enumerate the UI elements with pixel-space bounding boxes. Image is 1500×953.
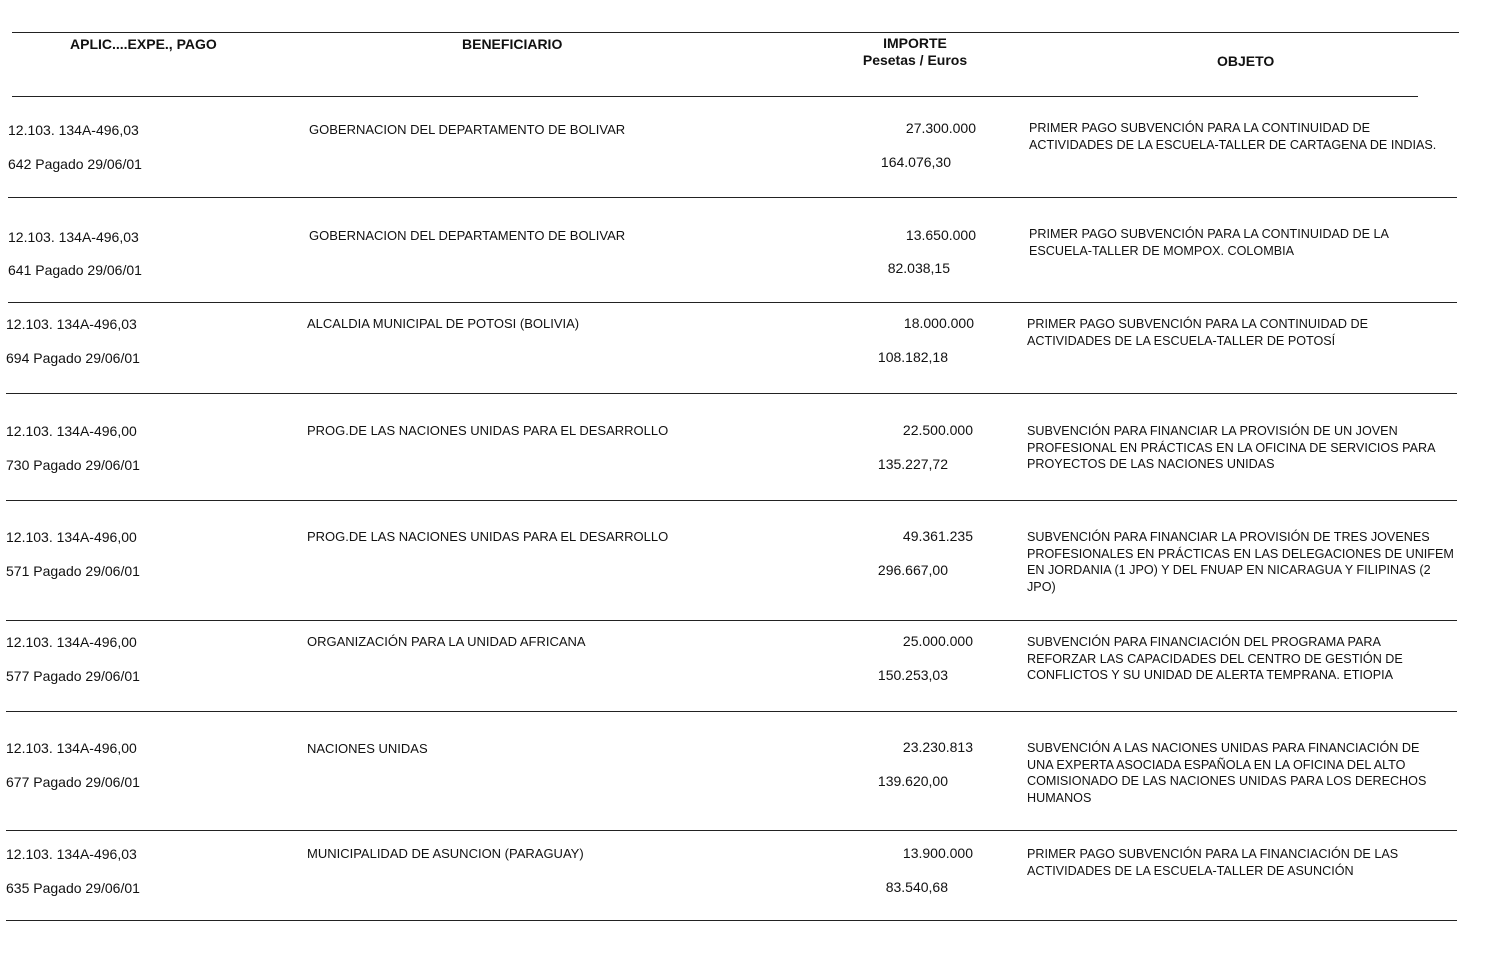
euros-cell: 83.540,68	[885, 879, 948, 895]
pesetas-cell: 13.650.000	[905, 227, 976, 243]
header-objeto: OBJETO	[1217, 53, 1275, 69]
expediente-cell: 677 Pagado 29/06/01	[6, 774, 140, 790]
row-separator	[8, 197, 1457, 198]
header-importe: IMPORTE	[883, 35, 947, 51]
aplicacion-cell: 12.103. 134A-496,03	[6, 846, 137, 862]
expediente-cell: 641 Pagado 29/06/01	[8, 262, 142, 278]
expediente-cell: 571 Pagado 29/06/01	[6, 563, 140, 579]
header-bottom-rule	[12, 96, 1418, 97]
expediente-cell: 577 Pagado 29/06/01	[6, 668, 140, 684]
beneficiario-cell: PROG.DE LAS NACIONES UNIDAS PARA EL DESARROLLO	[307, 423, 669, 438]
row-separator	[6, 500, 1457, 501]
euros-cell: 296.667,00	[877, 562, 948, 578]
beneficiario-cell: NACIONES UNIDAS	[307, 741, 428, 756]
euros-cell: 108.182,18	[877, 349, 948, 365]
beneficiario-cell: GOBERNACION DEL DEPARTAMENTO DE BOLIVAR	[309, 122, 626, 137]
pesetas-cell: 27.300.000	[905, 120, 976, 136]
aplicacion-cell: 12.103. 134A-496,03	[8, 229, 139, 245]
aplicacion-cell: 12.103. 134A-496,00	[6, 423, 137, 439]
beneficiario-cell: MUNICIPALIDAD DE ASUNCION (PARAGUAY)	[307, 846, 584, 861]
pesetas-cell: 22.500.000	[902, 422, 973, 438]
beneficiario-cell: GOBERNACION DEL DEPARTAMENTO DE BOLIVAR	[309, 228, 626, 243]
objeto-cell: PRIMER PAGO SUBVENCIÓN PARA LA CONTINUIDAD DE ACTIVIDADES DE LA ESCUELA-TALLER DE CARTAGENA DE INDIAS.	[1029, 121, 1437, 152]
row-separator	[6, 393, 1457, 394]
euros-cell: 164.076,30	[880, 154, 951, 170]
header-top-rule	[12, 32, 1459, 33]
header-aplicacion: APLIC....EXPE., PAGO	[70, 36, 217, 52]
row-separator	[6, 711, 1457, 712]
expediente-cell: 730 Pagado 29/06/01	[6, 457, 140, 473]
pesetas-cell: 18.000.000	[903, 315, 974, 331]
row-separator	[6, 620, 1457, 621]
aplicacion-cell: 12.103. 134A-496,00	[6, 634, 137, 650]
expediente-cell: 694 Pagado 29/06/01	[6, 350, 140, 366]
aplicacion-cell: 12.103. 134A-496,03	[8, 122, 139, 138]
beneficiario-cell: PROG.DE LAS NACIONES UNIDAS PARA EL DESARROLLO	[307, 529, 669, 544]
objeto-cell: SUBVENCIÓN PARA FINANCIAR LA PROVISIÓN DE TRES JOVENES PROFESIONALES EN PRÁCTICAS EN LAS DELEGACIONES DE UNIFEM EN JORDANIA (1 JPO) Y DEL FNUAP EN NICARAGUA Y FILIPINAS (2 JPO)	[1027, 530, 1454, 594]
aplicacion-cell: 12.103. 134A-496,00	[6, 529, 137, 545]
aplicacion-cell: 12.103. 134A-496,03	[6, 316, 137, 332]
euros-cell: 150.253,03	[877, 667, 948, 683]
row-separator	[8, 302, 1457, 303]
row-separator	[6, 920, 1457, 921]
beneficiario-cell: ORGANIZACIÓN PARA LA UNIDAD AFRICANA	[307, 634, 586, 649]
beneficiario-cell: ALCALDIA MUNICIPAL DE POTOSI (BOLIVIA)	[307, 316, 580, 331]
pesetas-cell: 49.361.235	[902, 528, 973, 544]
euros-cell: 82.038,15	[887, 260, 950, 276]
pesetas-cell: 25.000.000	[902, 633, 973, 649]
pesetas-cell: 23.230.813	[902, 739, 973, 755]
row-separator	[6, 830, 1457, 831]
euros-cell: 139.620,00	[877, 773, 948, 789]
objeto-cell: PRIMER PAGO SUBVENCIÓN PARA LA CONTINUIDAD DE ACTIVIDADES DE LA ESCUELA-TALLER DE POTOSÍ	[1027, 317, 1369, 348]
objeto-cell: PRIMER PAGO SUBVENCIÓN PARA LA FINANCIACIÓN DE LAS ACTIVIDADES DE LA ESCUELA-TALLER DE ASUNCIÓN	[1027, 847, 1399, 878]
objeto-cell: SUBVENCIÓN PARA FINANCIAR LA PROVISIÓN DE UN JOVEN PROFESIONAL EN PRÁCTICAS EN LA OFICINA DE SERVICIOS PARA PROYECTOS DE LAS NACIONES UNIDAS	[1027, 424, 1436, 471]
objeto-cell: PRIMER PAGO SUBVENCIÓN PARA LA CONTINUIDAD DE LA ESCUELA-TALLER DE MOMPOX. COLOMBIA	[1029, 227, 1389, 258]
expediente-cell: 642 Pagado 29/06/01	[8, 156, 142, 172]
header-beneficiario: BENEFICIARIO	[462, 36, 563, 52]
objeto-cell: SUBVENCIÓN PARA FINANCIACIÓN DEL PROGRAMA PARA REFORZAR LAS CAPACIDADES DEL CENTRO DE GESTIÓN DE CONFLICTOS Y SU UNIDAD DE ALERTA TEMPRANA. ETIOPIA	[1027, 635, 1403, 682]
euros-cell: 135.227,72	[877, 456, 948, 472]
expediente-cell: 635 Pagado 29/06/01	[6, 880, 140, 896]
pesetas-cell: 13.900.000	[902, 845, 973, 861]
aplicacion-cell: 12.103. 134A-496,00	[6, 740, 137, 756]
header-importe-units: Pesetas / Euros	[862, 52, 968, 68]
objeto-cell: SUBVENCIÓN A LAS NACIONES UNIDAS PARA FINANCIACIÓN DE UNA EXPERTA ASOCIADA ESPAÑOLA EN LA OFICINA DEL ALTO COMISIONADO DE LAS NACIONES UNIDAS PARA LOS DERECHOS HUMANOS	[1027, 741, 1427, 805]
